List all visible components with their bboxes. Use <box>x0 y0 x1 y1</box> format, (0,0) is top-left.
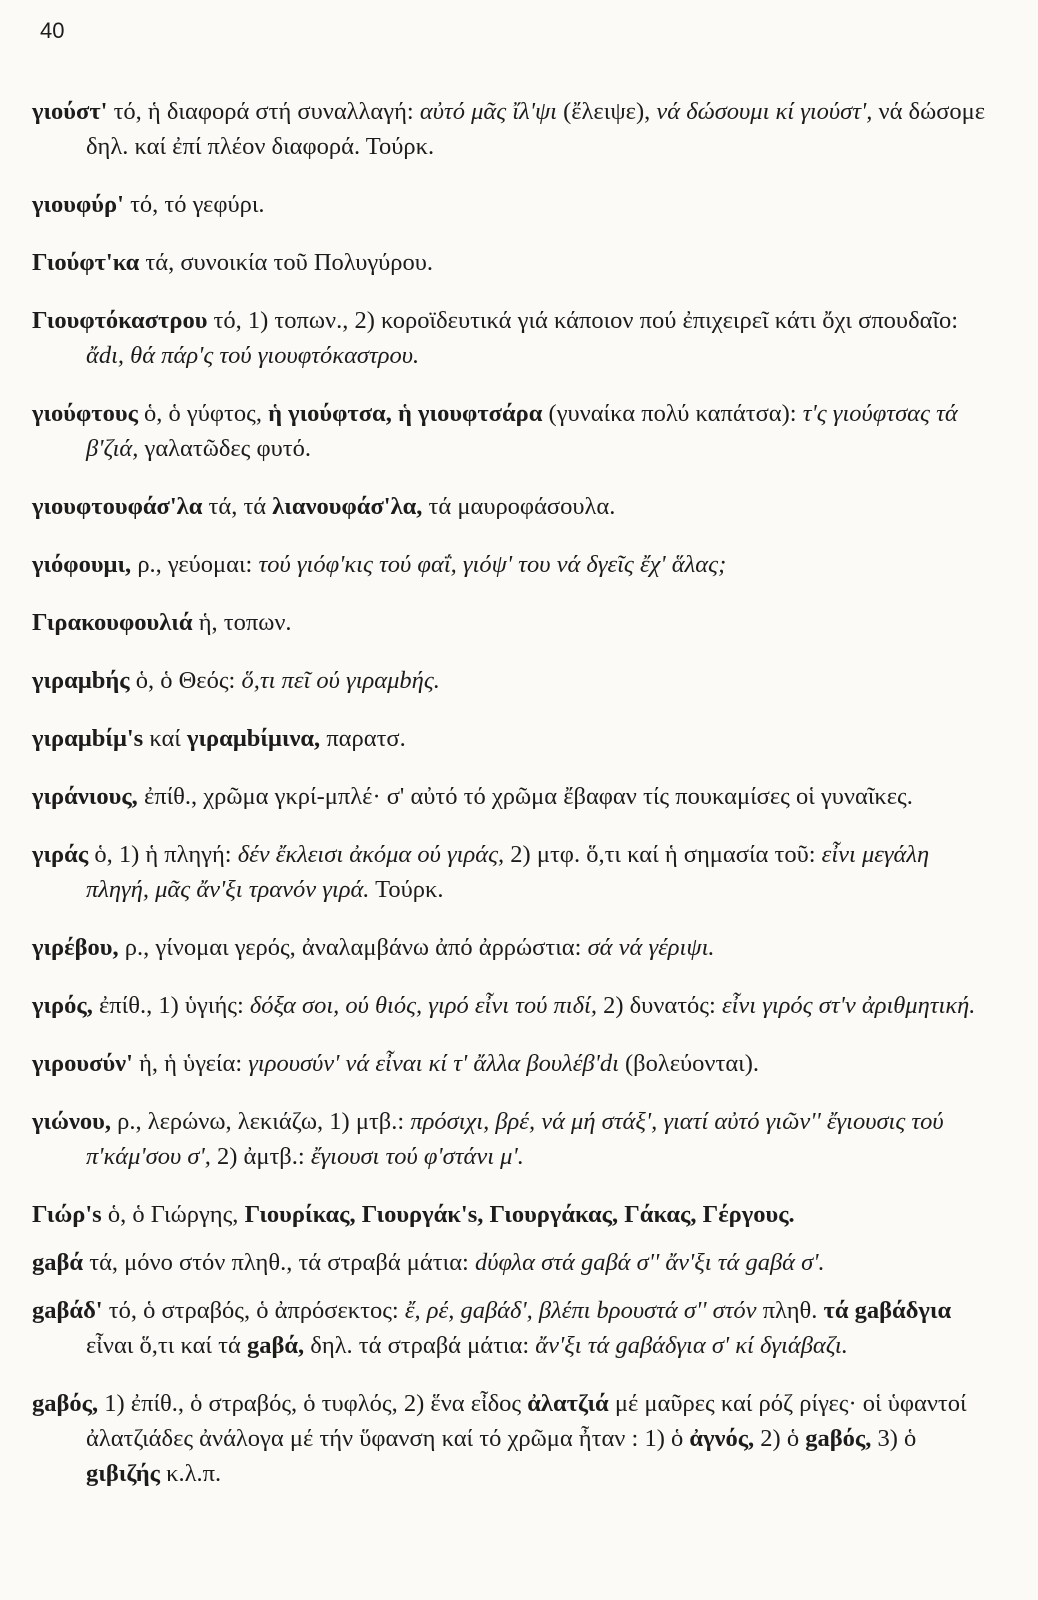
usage-example: σά νά γέριψι. <box>587 934 715 961</box>
definition-text: τά, μόνο στόν πληθ., τά στραβά μάτια: <box>83 1249 475 1276</box>
definition-text: παρατσ. <box>320 725 406 752</box>
definition-text: 3) ὁ <box>871 1425 917 1452</box>
definition-text: 2) δυνατός: <box>596 992 722 1019</box>
entry-headword: Γιούφτ'κα <box>32 249 140 276</box>
definition-text: ὁ, ὁ γύφτος, <box>137 400 269 427</box>
entry-headword: γιραμbής <box>32 667 130 694</box>
dictionary-entry <box>32 1046 990 1081</box>
entry-headword: γιουφτουφάσ'λα <box>32 493 203 520</box>
definition-text: ὁ, 1) ἡ πληγή: <box>88 841 238 868</box>
usage-example: ἄdι, θά πάρ'ς τού γιουφτόκαστρου. <box>86 342 420 369</box>
entry-headword: gaβός, <box>32 1390 99 1417</box>
dictionary-entry <box>32 779 990 814</box>
page-number: 40 <box>40 18 65 43</box>
definition-text: 1) ἐπίθ., ὁ στραβός, ὁ τυφλός, 2) ἕνα εἶδος <box>98 1390 528 1417</box>
definition-text: νά δώσομε δηλ. καί ἐπί πλέον διαφορά. Τούρκ. <box>86 98 986 160</box>
definition-text: μέ μαῦρες καί ρόζ ρίγες· οἱ ὑφαντοί ἀλατζιάδες ἀνάλογα μέ τήν ὕφανση καί τό χρῶμα ἦταν : 1) ὁ <box>86 1390 967 1452</box>
entry-headword: gaβάδ' <box>32 1297 103 1324</box>
usage-example: γιρουσύν' νά εἶναι κί τ' ἄλλα βουλέβ'dι <box>248 1050 619 1077</box>
related-form: λιανουφάσ'λα, <box>272 493 423 520</box>
definition-text: πληθ. <box>756 1297 824 1324</box>
entry-headword: γιούστ' <box>32 98 108 125</box>
entry-headword: γιρός, <box>32 992 93 1019</box>
entry-headword: γιώνου, <box>32 1108 112 1135</box>
entries-list <box>32 94 990 1514</box>
definition-text: ρ., γίνομαι γερός, ἀναλαμβάνω ἀπό ἀρρώστια: <box>118 934 588 961</box>
definition-text: τά, συνοικία τοῦ Πολυγύρου. <box>139 249 434 276</box>
entry-headword: gaβά <box>32 1249 84 1276</box>
usage-example: ὅ,τι πεῖ ού γιραμbής. <box>241 667 440 694</box>
dictionary-entry <box>32 1245 990 1280</box>
dictionary-entry <box>32 1293 990 1363</box>
dictionary-entry <box>32 489 990 524</box>
usage-example: τού γιόφ'κις τού φαΐ, γιόψ' του νά δγεῖς ἔχ' ἅλας; <box>258 551 727 578</box>
usage-example: πρόσιχι, βρέ, νά μή στάξ', γιατί αὐτό γιῶν'' ἔγιουσις τού π'κάμ'σου σ', <box>86 1108 944 1170</box>
dictionary-entry <box>32 837 990 907</box>
definition-text: ἡ, τοπων. <box>192 609 292 636</box>
entry-headword: Γιουφτόκαστρου <box>32 307 208 334</box>
entry-headword: γιραμbίμ's <box>32 725 144 752</box>
dictionary-entry <box>32 988 990 1023</box>
definition-text: (ἔλειψε), <box>556 98 657 125</box>
related-form: gaβά, <box>246 1332 305 1359</box>
related-form: ἀλατζιά <box>527 1390 609 1417</box>
related-form: ἀγνός, <box>689 1425 755 1452</box>
definition-text: ὁ, ὁ Γιώργης, <box>101 1201 245 1228</box>
usage-example: αὐτό μᾶς ἴλ'ψι <box>419 98 557 125</box>
definition-text: τό, ὁ στραβός, ὁ ἀπρόσεκτος: <box>102 1297 405 1324</box>
usage-example: dύφλα στά gaβά σ'' ἄν'ξι τά gaβά σ'. <box>474 1249 825 1276</box>
usage-example: δόξα σοι, ού θιός, γιρό εἶνι τού πιδί, <box>249 992 597 1019</box>
definition-text: τό, 1) τοπων., 2) κοροϊδευτικά γιά κάποιον πού ἐπιχειρεῖ κάτι ὄχι σπουδαῖο: <box>207 307 959 334</box>
related-form: τά gaβάδγια <box>823 1297 952 1324</box>
dictionary-entry <box>32 930 990 965</box>
related-form: gιβιζής <box>86 1460 161 1487</box>
definition-text: ἐπίθ., χρῶμα γκρί-μπλέ· σ' αὐτό τό χρῶμα ἔβαφαν τίς πουκαμίσες οἱ γυναῖκες. <box>137 783 913 810</box>
usage-example: ἔγιουσι τού φ'στάνι μ'. <box>310 1143 524 1170</box>
definition-text: 2) ὁ <box>754 1425 806 1452</box>
dictionary-entry <box>32 547 990 582</box>
usage-example: τ'ς γιούφτσας τά β'ζιά, <box>86 400 958 462</box>
definition-text: τά μαυροφάσουλα. <box>422 493 616 520</box>
definition-text: (βολεύονται). <box>618 1050 760 1077</box>
dictionary-entry <box>32 396 990 466</box>
definition-text: ἐπίθ., 1) ὑγιής: <box>92 992 250 1019</box>
definition-text: καί <box>143 725 187 752</box>
definition-text: τό, τό γεφύρι. <box>123 191 265 218</box>
usage-example: δέν ἔκλεισι ἀκόμα ού γιράς, <box>237 841 505 868</box>
dictionary-entry <box>32 1386 990 1491</box>
definition-text: Τούρκ. <box>369 876 444 903</box>
definition-text: 2) μτφ. ὅ,τι καί ἡ σημασία τοῦ: <box>504 841 822 868</box>
definition-text: ἡ, ἡ ὑγεία: <box>132 1050 249 1077</box>
entry-headword: γιράνιους, <box>32 783 138 810</box>
usage-example: νά δώσουμι κί γιούστ', <box>656 98 873 125</box>
definition-text: ρ., λερώνω, λεκιάζω, 1) μτβ.: <box>111 1108 411 1135</box>
definition-text: δηλ. τά στραβά μάτια: <box>304 1332 536 1359</box>
related-form: ἡ γιούφτσα, ἡ γιουφτσάρα <box>268 400 543 427</box>
entry-headword: γιόφουμι, <box>32 551 132 578</box>
definition-text: ὁ, ὁ Θεός: <box>129 667 242 694</box>
dictionary-entry <box>32 1104 990 1174</box>
definition-text: γαλατῶδες φυτό. <box>138 435 311 462</box>
dictionary-entry <box>32 663 990 698</box>
definition-text: κ.λ.π. <box>160 1460 222 1487</box>
entry-headword: γιούφτους <box>32 400 138 427</box>
definition-text: ρ., γεύομαι: <box>131 551 259 578</box>
dictionary-entry <box>32 187 990 222</box>
usage-example: ἄν'ξι τά gaβάδγια σ' κί δγιάβαζι. <box>535 1332 848 1359</box>
dictionary-entry <box>32 303 990 373</box>
definition-text: (γυναίκα πολύ καπάτσα): <box>542 400 803 427</box>
usage-example: εἶνι γιρός στ'ν ἀριθμητική. <box>721 992 976 1019</box>
dictionary-entry <box>32 1197 990 1232</box>
usage-example: εἶνι μεγάλη πληγή, μᾶς ἄν'ξι τρανόν γιρά. <box>86 841 930 903</box>
definition-text: εἶναι ὅ,τι καί τά <box>86 1332 247 1359</box>
entry-headword: γιουφύρ' <box>32 191 124 218</box>
dictionary-entry <box>32 245 990 280</box>
dictionary-entry <box>32 605 990 640</box>
dictionary-entry <box>32 721 990 756</box>
entry-headword: Γιρακουφουλιά <box>32 609 193 636</box>
usage-example: ἔ, ρέ, gaβάδ', βλέπι bρουστά σ'' στόν <box>404 1297 757 1324</box>
definition-text: τά, τά <box>202 493 273 520</box>
entry-headword: γιράς <box>32 841 89 868</box>
related-form: Γιουρίκας, Γιουργάκ's, Γιουργάκας, Γάκας, Γέργους. <box>244 1201 795 1228</box>
entry-headword: Γιώρ's <box>32 1201 102 1228</box>
related-form: gaβός, <box>805 1425 872 1452</box>
related-form: γιραμbίμινα, <box>187 725 321 752</box>
dictionary-entry <box>32 94 990 164</box>
entry-headword: γιρουσύν' <box>32 1050 133 1077</box>
definition-text: τό, ἡ διαφορά στή συναλλαγή: <box>107 98 420 125</box>
definition-text: 2) ἀμτβ.: <box>210 1143 311 1170</box>
entry-headword: γιρέβου, <box>32 934 119 961</box>
